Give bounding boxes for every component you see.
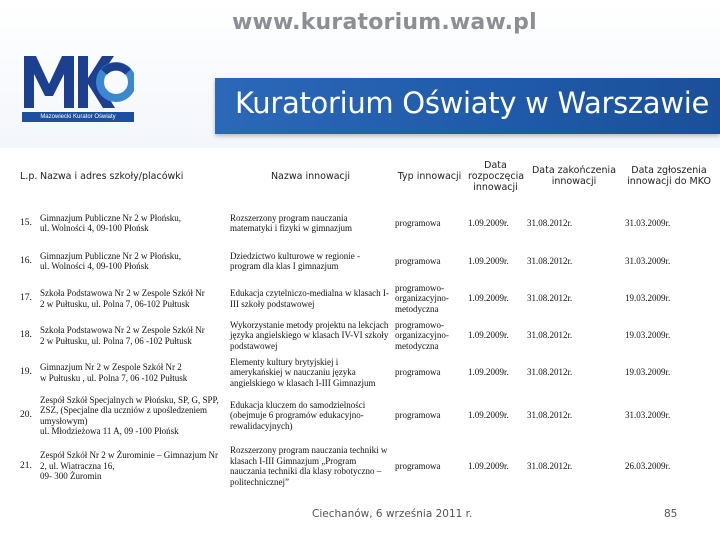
row-report-date: 19.03.2009r. xyxy=(625,293,671,304)
row-innovation: Edukacja czytelniczo-medialna w klasach I-III szkoły podstawowej xyxy=(230,288,389,309)
school-name: Zespół Szkół Nr 2 w Żurominie – Gimnazjum Nr 2, ul. Wiatraczna 16, xyxy=(40,450,218,471)
table-row xyxy=(18,317,715,354)
banner-title: Kuratorium Oświaty w Warszawie xyxy=(235,86,709,120)
row-innovation: Dziedzictwo kulturowe w regionie - program dla klas I gimnazjum xyxy=(230,250,360,271)
row-innovation: Rozszerzony program nauczania matematyki i fizyki w gimnazjum xyxy=(230,212,352,233)
header-lp: L.p. xyxy=(20,170,38,182)
row-end-date: 31.08.2012r. xyxy=(527,460,573,471)
row-end-date: 31.08.2012r. xyxy=(527,217,573,228)
row-type: programowa xyxy=(395,217,441,228)
row-school xyxy=(38,440,228,492)
header-start-date: Data rozpoczęcia innowacji xyxy=(468,159,525,193)
school-address: w Pułtusku , ul. Polna 7, 06 -102 Pułtusk xyxy=(40,372,188,383)
row-end-date: 31.08.2012r. xyxy=(527,367,573,378)
row-report-date: 31.03.2009r. xyxy=(625,217,671,228)
row-report-date: 31.03.2009r. xyxy=(625,410,671,421)
table-row xyxy=(18,280,715,317)
row-start-date: 1.09.2009r. xyxy=(468,293,509,304)
school-address: 2 w Pułtusku, ul. Polna 7, 06 -102 Pułtusk xyxy=(40,335,192,346)
school-name: Zespół Szkół Specjalnych w Płońsku, SP, G, SPP, ZSZ, (Specjalne dla uczniów z upośledzeniem umysłowym) xyxy=(40,394,219,426)
row-start-date: 1.09.2009r. xyxy=(468,410,509,421)
row-start-date: 1.09.2009r. xyxy=(468,255,509,266)
row-end-date: 31.08.2012r. xyxy=(527,255,573,266)
header-report-date: Data zgłoszenia innowacji do MKO xyxy=(627,165,711,187)
table-row xyxy=(18,440,715,492)
table-row xyxy=(18,242,715,280)
row-lp: 21. xyxy=(20,460,32,471)
school-name: Szkoła Podstawowa Nr 2 w Zespole Szkół Nr xyxy=(40,325,205,335)
row-type: programowa xyxy=(395,255,441,266)
mko-logo xyxy=(22,50,134,112)
school-address: 09- 300 Żuromin xyxy=(40,471,102,482)
row-type: programowa xyxy=(395,410,441,421)
school-name: Gimnazjum Nr 2 w Zespole Szkół Nr 2 xyxy=(40,362,182,372)
row-innovation: Edukacja kluczem do samodzielności (obejmuje 6 programów edukacyjno-rewalidacyjnych) xyxy=(230,399,366,431)
school-address: ul. Młodzieżowa 11 A, 09 -100 Płońsk xyxy=(40,426,179,436)
row-report-date: 19.03.2009r. xyxy=(625,367,671,378)
title-banner xyxy=(215,78,720,134)
row-lp: 17. xyxy=(20,293,32,304)
school-address: ul. Wolności 4, 09-100 Płońsk xyxy=(40,223,149,233)
row-lp: 18. xyxy=(20,330,32,341)
row-innovation: Rozszerzony program nauczania techniki w klasach I-III Gimnazjum „Program nauczania techniki dla klasy robotyczno –politechnicznej” xyxy=(230,445,388,487)
row-start-date: 1.09.2009r. xyxy=(468,460,509,471)
row-lp: 16. xyxy=(20,255,32,266)
row-innovation: Elementy kultury brytyjskiej i amerykańskiej w nauczaniu języka angielskiego w klasach I-III Gimnazjum xyxy=(230,356,376,388)
row-lp: 15. xyxy=(20,217,32,228)
school-address: ul. Wolności 4, 09-100 Płońsk xyxy=(40,261,149,271)
row-report-date: 19.03.2009r. xyxy=(625,330,671,341)
row-start-date: 1.09.2009r. xyxy=(468,367,509,378)
footer-place-date: Ciechanów, 6 września 2011 r. xyxy=(312,508,473,520)
page-header xyxy=(0,0,720,148)
school-name: Gimnazjum Publiczne Nr 2 w Płońsku, xyxy=(40,212,181,223)
table-row xyxy=(18,354,715,391)
logo-caption: Mazowiecki Kurator Oświaty xyxy=(22,112,134,122)
row-report-date: 31.03.2009r. xyxy=(625,255,671,266)
row-type: programowo-organizacyjno-metodyczna xyxy=(395,282,449,314)
row-type: programowa xyxy=(395,367,441,378)
row-school xyxy=(38,204,228,242)
school-address: 2 w Pułtusku, ul. Polna 7, 06-102 Pułtusk xyxy=(40,298,190,309)
school-name: Gimnazjum Publiczne Nr 2 w Płońsku, xyxy=(40,250,181,261)
row-start-date: 1.09.2009r. xyxy=(468,217,509,228)
innovations-table xyxy=(18,148,715,492)
row-type: programowa xyxy=(395,460,441,471)
row-school xyxy=(38,242,228,280)
header-end-date: Data zakończenia innowacji xyxy=(531,165,617,187)
row-innovation: Wykorzystanie metody projektu na lekcjach języka angielskiego w klasach IV-VI szkoły podstawowej xyxy=(230,319,389,351)
table-row xyxy=(18,391,715,440)
row-start-date: 1.09.2009r. xyxy=(468,330,509,341)
header-innovation-type: Typ innowacji xyxy=(397,170,462,182)
row-school xyxy=(38,354,228,391)
row-type: programowo-organizacyjno-metodyczna xyxy=(395,319,449,351)
row-school xyxy=(38,317,228,354)
site-url: www.kuratorium.waw.pl xyxy=(232,10,537,35)
table-row xyxy=(18,204,715,242)
row-school xyxy=(38,391,228,440)
row-lp: 19. xyxy=(20,367,32,378)
row-end-date: 31.08.2012r. xyxy=(527,330,573,341)
row-report-date: 26.03.2009r. xyxy=(625,460,671,471)
school-name: Szkoła Podstawowa Nr 2 w Zespole Szkół Nr xyxy=(40,288,205,298)
row-end-date: 31.08.2012r. xyxy=(527,293,573,304)
header-school-name: Nazwa i adres szkoły/placówki xyxy=(40,170,184,182)
row-school xyxy=(38,280,228,317)
table-header-row xyxy=(18,148,715,204)
header-innovation-name: Nazwa innowacji xyxy=(270,170,351,182)
row-end-date: 31.08.2012r. xyxy=(527,410,573,421)
page-number: 85 xyxy=(664,508,678,520)
row-lp: 20. xyxy=(20,410,32,421)
